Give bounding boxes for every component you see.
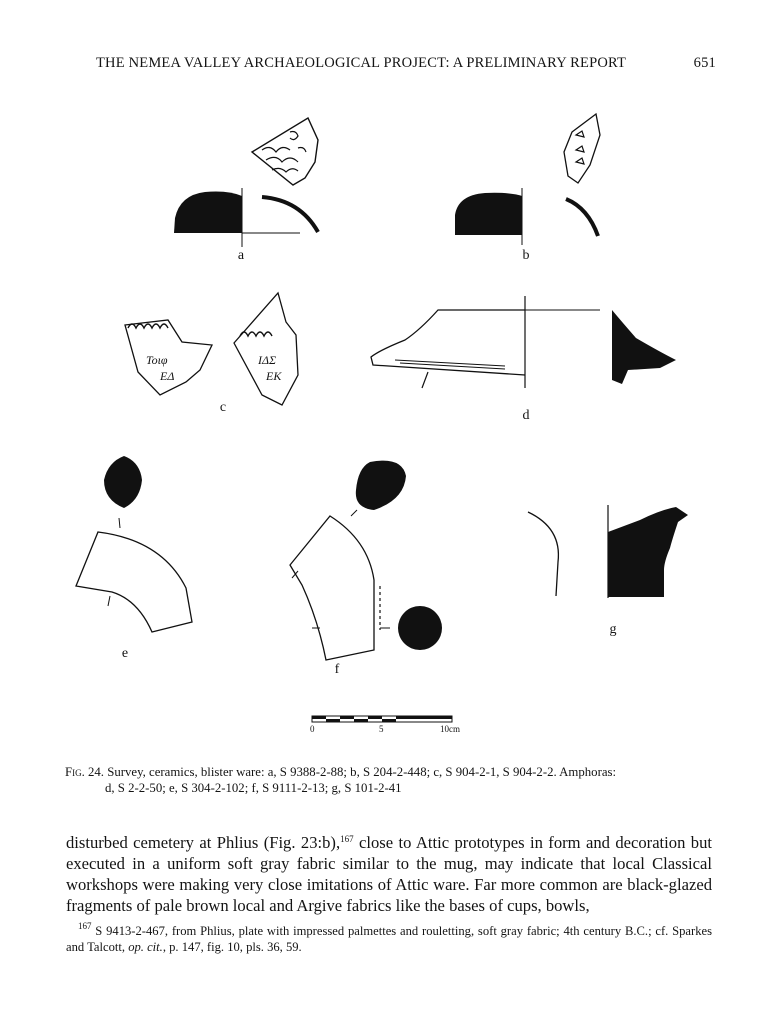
footnote-number: 167 xyxy=(78,921,92,931)
scale-bar xyxy=(312,716,452,722)
caption-line-1: Survey, ceramics, blister ware: a, S 9388-2-88; b, S 204-2-448; c, S 904-2-1, S 904-2-2. Amphoras: xyxy=(107,765,617,779)
inscription-line: Τοιφ xyxy=(146,353,168,367)
scale-tick-5: 5 xyxy=(379,724,384,734)
sherd-c-inscription-right xyxy=(258,352,281,384)
body-text-part-2: close to Attic prototypes in form and decoration but executed in a uniform soft gray fabric similar to the mug, may indicate that local Classical workshops were making very close imitations of Attic ware. Far more common are black-glazed fragments of pale brown local and Argive fabrics like the bases of cups, bowls, xyxy=(66,833,712,915)
label-c: c xyxy=(219,400,227,415)
footnote xyxy=(66,923,712,955)
footnote-text-1: S 9413-2-467, from Phlius, plate with impressed palmettes and rouletting, soft gray fabric; 4th century B.C.; cf. Sparkes and Talcott, xyxy=(66,924,712,954)
inscription-line: ΕΔ xyxy=(160,369,175,383)
label-e: e xyxy=(121,646,129,661)
label-a: a xyxy=(237,248,245,263)
footnote-text-2: , p. 147, fig. 10, pls. 36, 59. xyxy=(162,940,302,954)
sherd-e xyxy=(76,456,192,632)
sherd-c-inscription-left xyxy=(146,352,174,384)
caption-line-2: d, S 2-2-50; e, S 304-2-102; f, S 9111-2-13; g, S 101-2-41 xyxy=(105,781,402,795)
label-g: g xyxy=(609,622,617,637)
body-text-part-1: disturbed cemetery at Phlius (Fig. 23:b), xyxy=(66,833,341,852)
label-d: d xyxy=(522,408,530,423)
page-number: 651 xyxy=(693,55,716,71)
label-f: f xyxy=(334,662,340,677)
sherd-a xyxy=(174,118,318,247)
running-title: THE NEMEA VALLEY ARCHAEOLOGICAL PROJECT: A PRELIMINARY REPORT xyxy=(96,55,627,71)
running-header xyxy=(96,55,716,72)
footnote-op-cit: op. cit. xyxy=(128,940,163,954)
sherd-g xyxy=(528,505,688,598)
caption-figure-ref: Fig. 24. xyxy=(65,765,105,779)
body-paragraph xyxy=(66,832,712,916)
sherd-f xyxy=(290,461,442,660)
figure-caption xyxy=(65,764,705,796)
sherd-c xyxy=(125,293,298,405)
footnote-reference[interactable]: 167 xyxy=(340,834,354,844)
label-b: b xyxy=(522,248,530,263)
inscription-line: ΕΚ xyxy=(266,369,282,383)
scale-tick-0: 0 xyxy=(310,724,315,734)
inscription-line: ΙΔΣ xyxy=(258,353,277,367)
scale-tick-10: 10cm xyxy=(440,724,460,734)
sherd-d xyxy=(371,296,676,388)
sherd-b xyxy=(455,114,600,245)
